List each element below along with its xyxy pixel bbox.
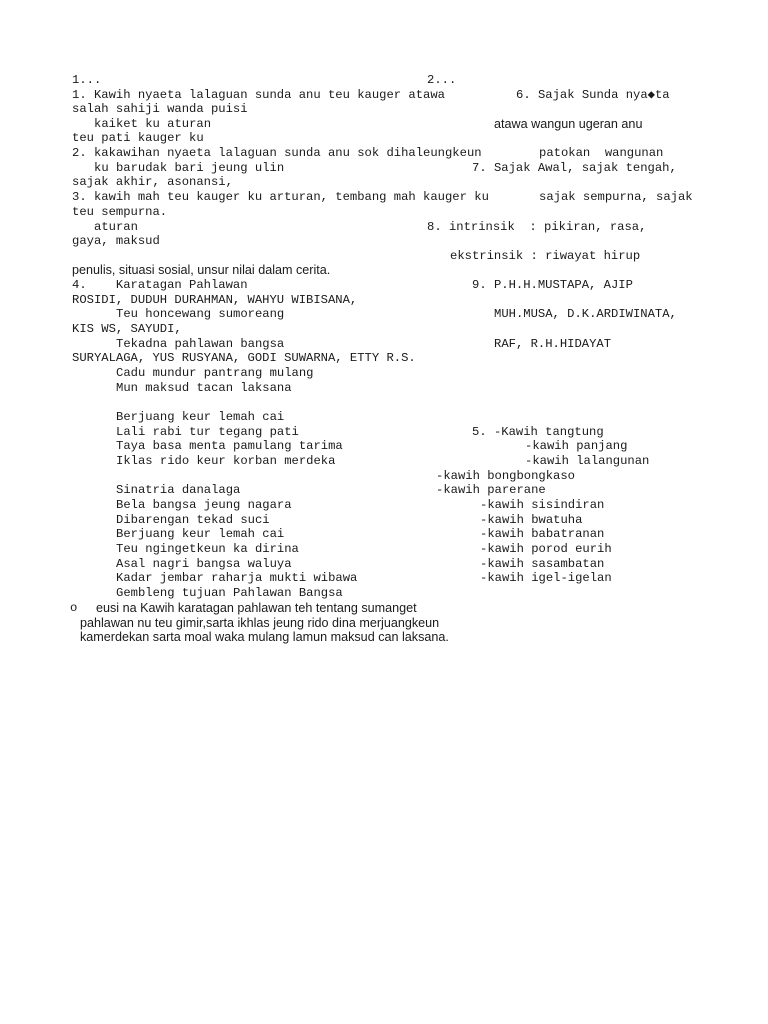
text-line: kaiket ku aturan xyxy=(94,117,212,131)
text-line: RAF, R.H.HIDAYAT xyxy=(494,337,612,351)
text-line: Bela bangsa jeung nagara xyxy=(116,498,292,512)
text-line: Taya basa menta pamulang tarima xyxy=(116,439,343,453)
text-line: atawa wangun ugeran anu xyxy=(494,117,643,131)
text-line: 8. intrinsik : pikiran, rasa, xyxy=(427,220,647,234)
text-line: Asal nagri bangsa waluya xyxy=(116,557,292,571)
text-line: Cadu mundur pantrang mulang xyxy=(116,366,314,380)
text-line: 1. Kawih nyaeta lalaguan sunda anu teu kauger atawa xyxy=(72,88,445,102)
text-line: Teu honcewang sumoreang xyxy=(116,307,285,321)
text-line: Teu ngingetkeun ka dirina xyxy=(116,542,299,556)
text-line: -kawih sasambatan xyxy=(480,557,605,571)
text-line: Mun maksud tacan laksana xyxy=(116,381,292,395)
text-line: Lali rabi tur tegang pati xyxy=(116,425,299,439)
bullet-marker: o xyxy=(70,601,78,615)
text-line: SURYALAGA, YUS RUSYANA, GODI SUWARNA, ETTY R.S. xyxy=(72,351,416,365)
text-line: 5. -Kawih tangtung xyxy=(472,425,604,439)
text-line: Kadar jembar raharja mukti wibawa xyxy=(116,571,358,585)
text-line: 2. kakawihan nyaeta lalaguan sunda anu sok dihaleungkeun xyxy=(72,146,482,160)
text-line: -kawih lalangunan xyxy=(525,454,650,468)
text-line: ekstrinsik : riwayat hirup xyxy=(450,249,641,263)
text-line: KIS WS, SAYUDI, xyxy=(72,322,182,336)
text-line: ROSIDI, DUDUH DURAHMAN, WAHYU WIBISANA, xyxy=(72,293,358,307)
text-line: sajak akhir, asonansi, xyxy=(72,175,233,189)
text-line: aturan xyxy=(94,220,138,234)
text-line: eusi na Kawih karatagan pahlawan teh tentang sumanget xyxy=(96,601,417,615)
text-line: 9. P.H.H.MUSTAPA, AJIP xyxy=(472,278,633,292)
text-line: Gembleng tujuan Pahlawan Bangsa xyxy=(116,586,343,600)
text-line: Berjuang keur lemah cai xyxy=(116,527,285,541)
text-line: 7. Sajak Awal, sajak tengah, xyxy=(472,161,677,175)
text-line: -kawih porod eurih xyxy=(480,542,612,556)
text-line: Tekadna pahlawan bangsa xyxy=(116,337,285,351)
text-line: -kawih parerane xyxy=(436,483,546,497)
text-line: Dibarengan tekad suci xyxy=(116,513,270,527)
text-line: Iklas rido keur korban merdeka xyxy=(116,454,336,468)
text-line: 4. Karatagan Pahlawan xyxy=(72,278,248,292)
text-line: -kawih bongbongkaso xyxy=(436,469,575,483)
text-line: kamerdekan sarta moal waka mulang lamun maksud can laksana. xyxy=(80,630,449,644)
text-line: -kawih igel-igelan xyxy=(480,571,612,585)
text-line: 3. kawih mah teu kauger ku arturan, tembang mah kauger ku xyxy=(72,190,489,204)
text-line: gaya, maksud xyxy=(72,234,160,248)
text-line: teu sempurna. xyxy=(72,205,168,219)
text-line: -kawih panjang xyxy=(525,439,628,453)
text-line: sajak sempurna, sajak xyxy=(539,190,693,204)
text-line: penulis, situasi sosial, unsur nilai dalam cerita. xyxy=(72,263,331,277)
text-line: Sinatria danalaga xyxy=(116,483,241,497)
text-line: patokan wangunan xyxy=(539,146,664,160)
text-line: MUH.MUSA, D.K.ARDIWINATA, xyxy=(494,307,677,321)
text-line: -kawih bwatuha xyxy=(480,513,583,527)
text-line: teu pati kauger ku xyxy=(72,131,204,145)
text-line: salah sahiji wanda puisi xyxy=(72,102,248,116)
text-line: Berjuang keur lemah cai xyxy=(116,410,285,424)
text-line: pahlawan nu teu gimir,sarta ikhlas jeung rido dina merjuangkeun xyxy=(80,616,440,630)
text-line: 6. Sajak Sunda nya◆ta xyxy=(516,88,670,102)
text-line: 1... xyxy=(72,73,102,87)
text-line: 2... xyxy=(427,73,457,87)
text-line: ku barudak bari jeung ulin xyxy=(94,161,285,175)
text-line: -kawih sisindiran xyxy=(480,498,605,512)
text-line: -kawih babatranan xyxy=(480,527,605,541)
